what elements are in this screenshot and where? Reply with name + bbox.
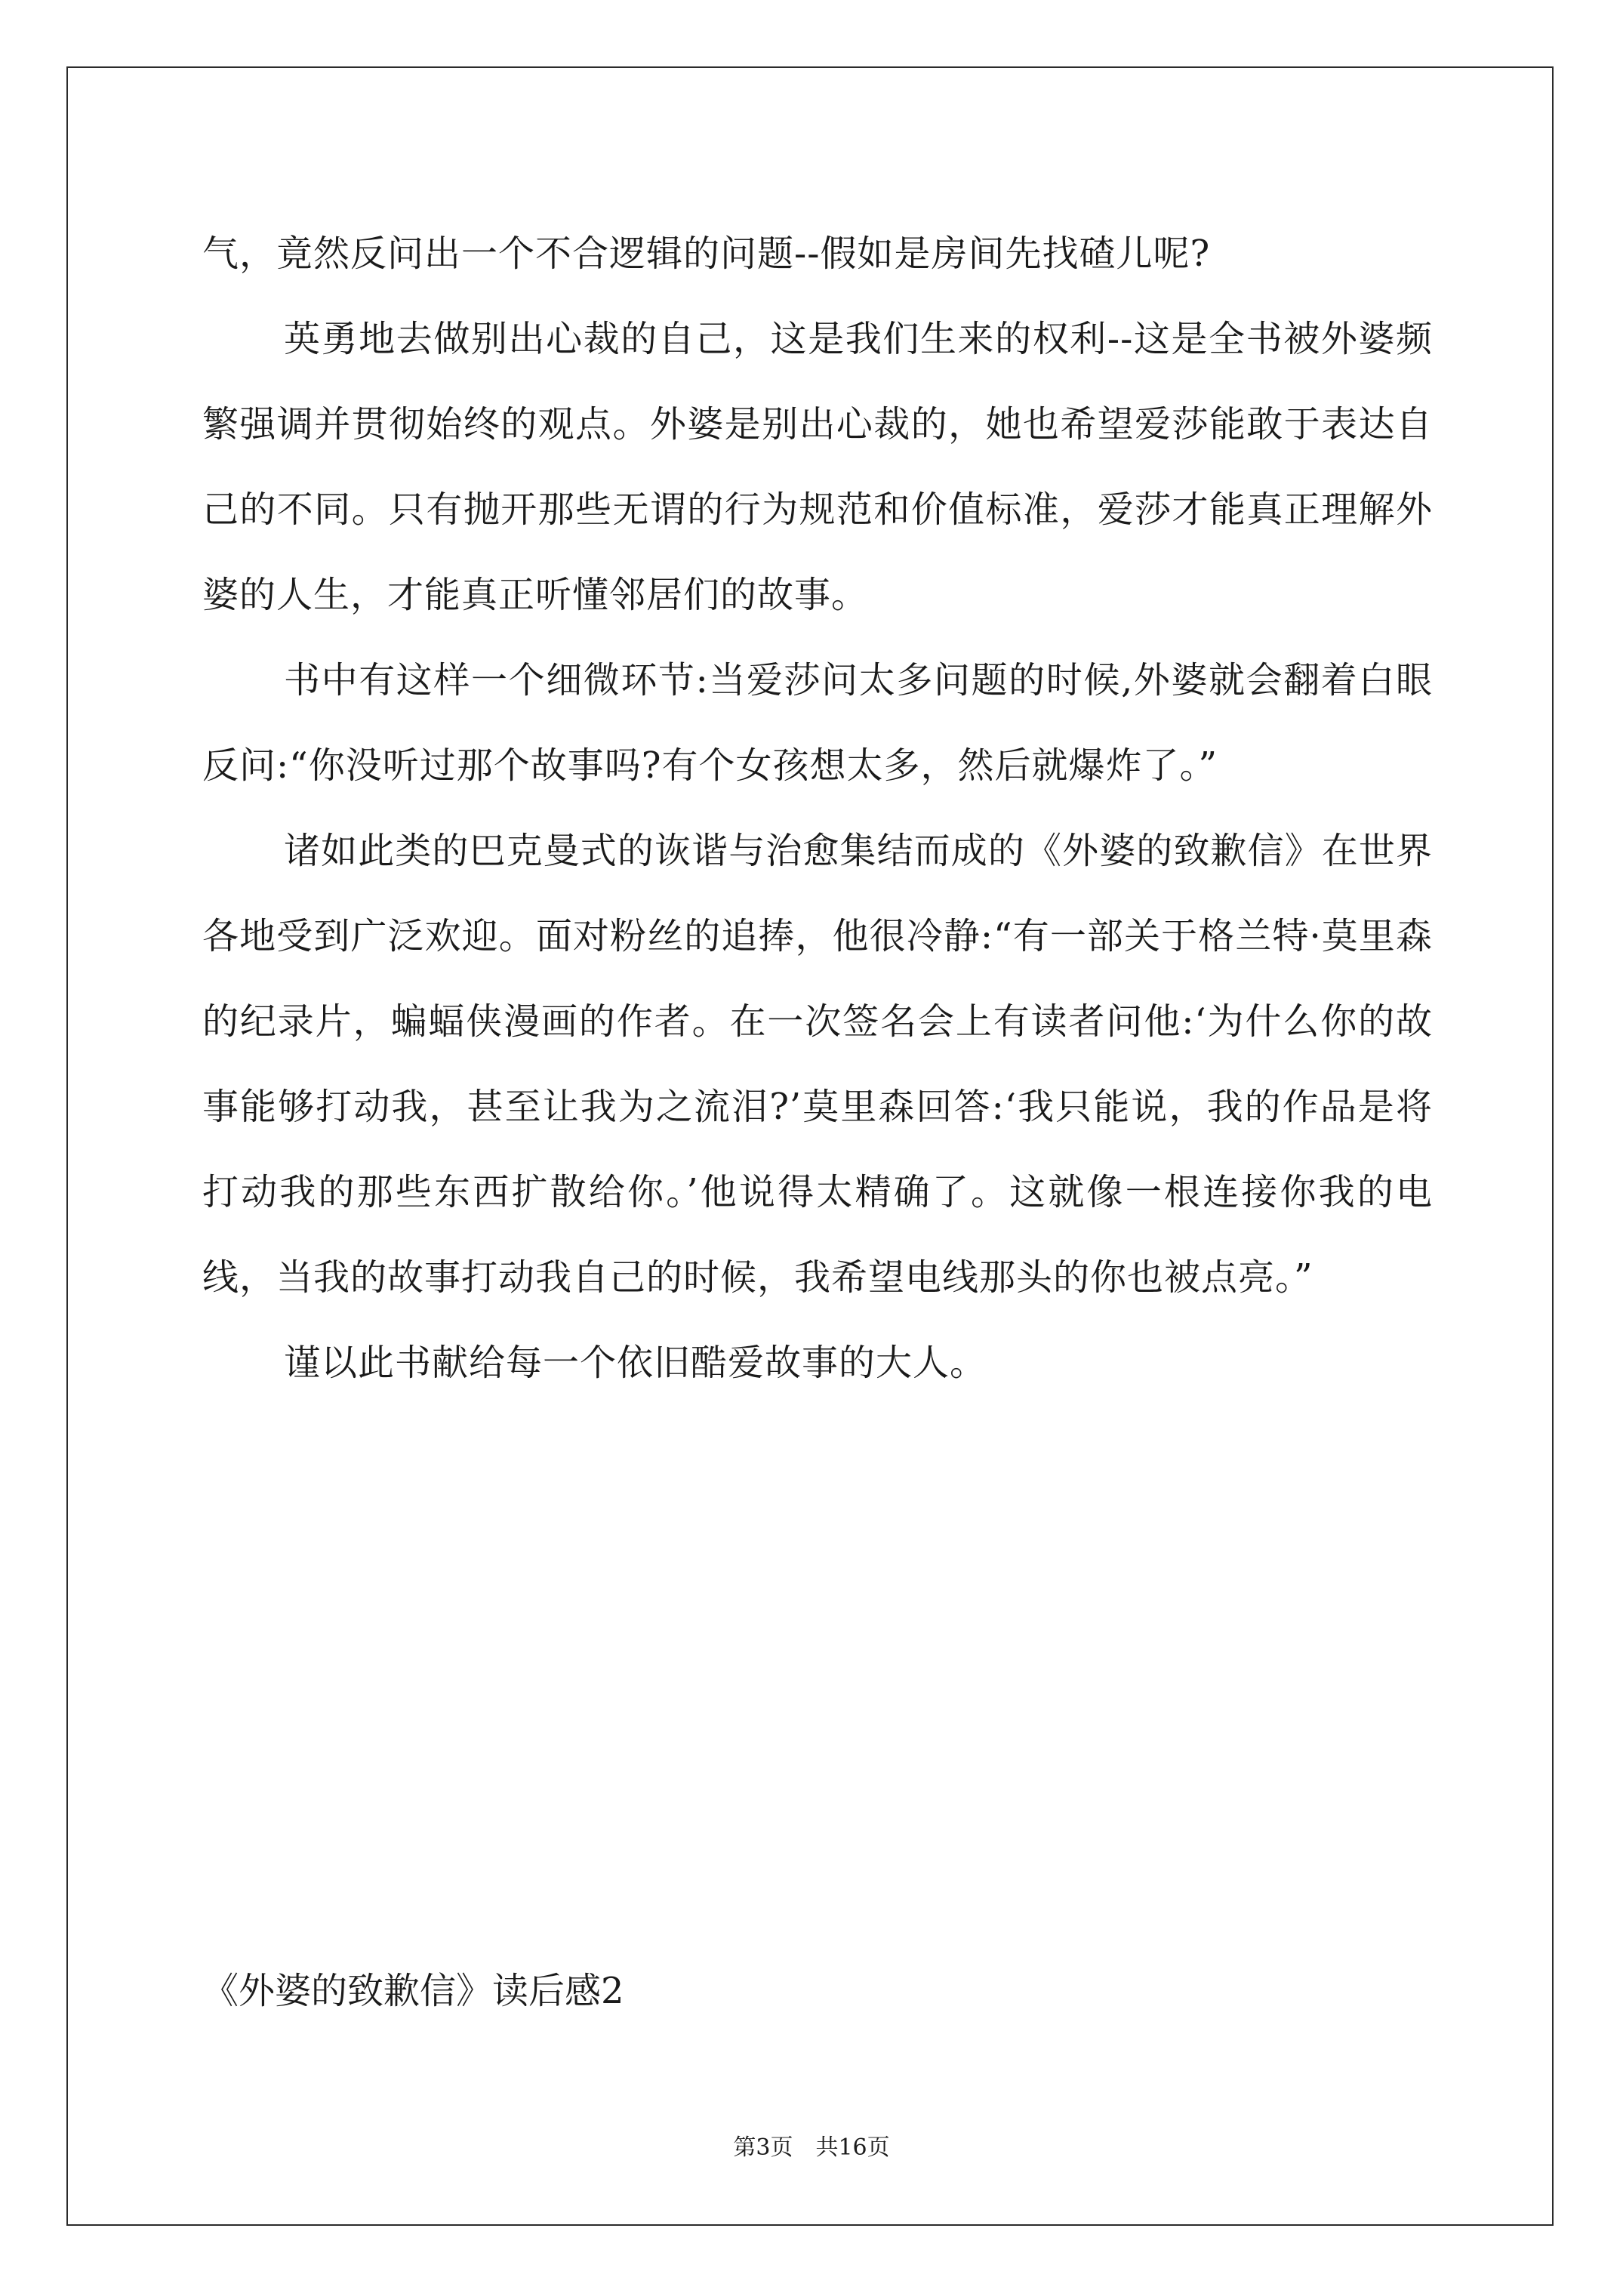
paragraph: 英勇地去做别出心裁的自己，这是我们生来的权利--这是全书被外婆频繁强调并贯彻始终的观点。外婆是别出心裁的，她也希望爱莎能敢于表达自己的不同。只有抛开那些无谓的行为规范和价值标准，爱莎才能真正理解外婆的人生，才能真正听懂邻居们的故事。 <box>202 318 1433 616</box>
paragraph: 谨以此书献给每一个依旧酷爱故事的大人。 <box>284 1342 987 1384</box>
section-heading: 《外婆的致歉信》读后感2 <box>202 1970 624 2012</box>
paragraph: 书中有这样一个细微环节:当爱莎问太多问题的时候,外婆就会翻着白眼反问:“你没听过那个故事吗?有个女孩想太多，然后就爆炸了。” <box>202 659 1433 787</box>
page-number-footer: 第3页 共16页 <box>733 2134 890 2161</box>
paragraph-continued: 气，竟然反问出一个不合逻辑的问题--假如是房间先找碴儿呢? <box>202 233 1211 275</box>
document-body <box>202 211 1433 1406</box>
paragraph: 诸如此类的巴克曼式的诙谐与治愈集结而成的《外婆的致歉信》在世界各地受到广泛欢迎。面对粉丝的追捧，他很冷静:“有一部关于格兰特·莫里森的纪录片，蝙蝠侠漫画的作者。在一次签名会上有读者问他:‘为什么你的故事能够打动我，甚至让我为之流泪?’莫里森回答:‘我只能说，我的作品是将打动我的那些东西扩散给你。’他说得太精确了。这就像一根连接你我的电线，当我的故事打动我自己的时候，我希望电线那头的你也被点亮。” <box>202 830 1433 1299</box>
